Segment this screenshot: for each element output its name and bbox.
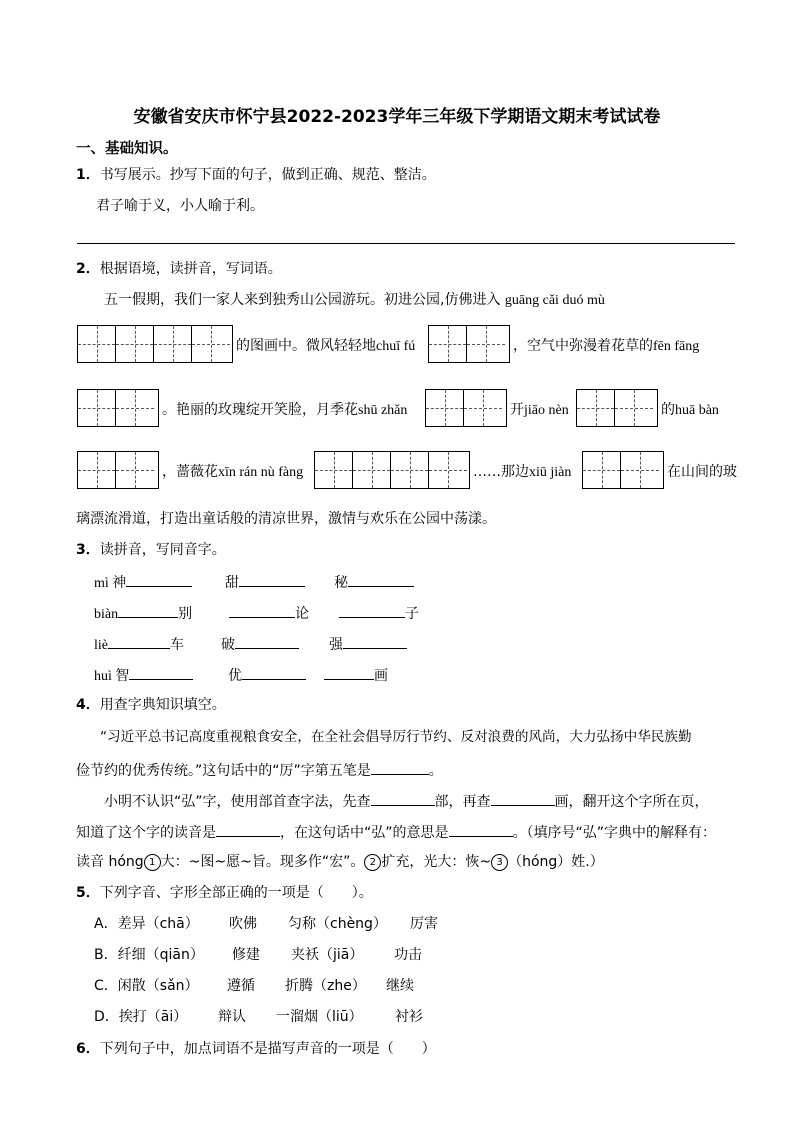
homophone-item [221, 634, 299, 654]
option-label: A．差异（chā） [94, 916, 199, 932]
option-d[interactable] [94, 1008, 187, 1026]
question-prompt: 书写展示。抄写下面的句子，做到正确、规范、整洁。 [99, 167, 436, 183]
option-label: D．挨打（āi） [94, 1009, 188, 1025]
passage-text: ，在这句话中“弘”的意思是 [280, 825, 449, 841]
homophone-cue: huì 智 [94, 669, 130, 684]
passage-line-4 [162, 463, 303, 482]
answer-blank[interactable] [126, 572, 192, 587]
circled-number: 2 [364, 854, 381, 871]
dictionary-line-1 [104, 791, 709, 811]
pinyin: guāng cǎi duó mù [504, 293, 605, 308]
circled-number: 3 [491, 854, 508, 871]
passage-text: 读音 hóng [76, 854, 144, 870]
homophone-row-3 [94, 634, 184, 655]
homophone-item [334, 572, 414, 592]
option-word: 功击 [394, 947, 422, 963]
answer-blank[interactable] [324, 665, 374, 680]
question-6 [76, 1040, 436, 1058]
option-word: 吹佛 [229, 916, 257, 932]
option-word: 夹袄（jiā） [291, 947, 364, 963]
question-number: 1． [76, 167, 100, 183]
homophone-cue: 车 [170, 637, 184, 653]
answer-blank[interactable] [118, 603, 178, 618]
homophone-cue: 破 [221, 637, 235, 653]
writing-grid-xinrannufang[interactable] [314, 451, 470, 489]
copy-sentence: 君子喻于义，小人喻于利。 [96, 198, 264, 214]
question-number: 4． [76, 697, 100, 713]
homophone-item [324, 665, 388, 685]
question-5 [76, 884, 373, 902]
answer-blank[interactable] [371, 791, 435, 806]
answer-blank[interactable] [449, 822, 513, 837]
passage-line-2 [236, 337, 415, 356]
passage-line-2b [513, 337, 699, 356]
homophone-cue: biàn [94, 607, 119, 622]
answer-blank[interactable] [239, 572, 305, 587]
homophone-item [228, 665, 306, 685]
question-4 [76, 696, 226, 714]
passage-text: 部，再查 [434, 794, 491, 810]
passage-text: 画，翻开这个字所在页， [554, 794, 709, 810]
option-word: 一溜烟（liū） [276, 1009, 363, 1025]
answer-blank[interactable] [491, 791, 555, 806]
pinyin: fēn fāng [653, 339, 700, 354]
answer-blank[interactable] [348, 572, 414, 587]
option-word: 辩认 [218, 1009, 246, 1025]
pinyin: huā bàn [675, 403, 719, 418]
answer-blank[interactable] [242, 665, 306, 680]
answer-blank[interactable] [235, 634, 299, 649]
option-word: 修建 [232, 947, 260, 963]
option-word: 遵循 [227, 978, 255, 994]
option-c[interactable] [94, 977, 199, 995]
question-1 [76, 166, 436, 184]
option-word: 衬衫 [395, 1009, 423, 1025]
pinyin: xiū jiàn [529, 465, 572, 480]
option-word: 厉害 [410, 916, 438, 932]
homophone-row-2 [94, 603, 192, 624]
pinyin: chuī fú [376, 339, 416, 354]
homophone-cue: 画 [374, 668, 388, 684]
circled-number: 1 [144, 854, 161, 871]
homophone-item [329, 634, 407, 654]
homophone-cue: 别 [178, 606, 193, 622]
question-3 [76, 541, 226, 559]
question-number: 2． [76, 261, 100, 277]
passage-line-3c [661, 401, 719, 420]
passage-text: 。艳丽的玫瑰绽开笑脸，月季花 [162, 402, 358, 418]
passage-text: 俭节约的优秀传统。”这句话中的“厉”字第五笔是 [76, 763, 371, 779]
answer-blank[interactable] [371, 760, 429, 775]
option-label: B．纤细（qiān） [94, 947, 204, 963]
passage-text: 扩充，光大：恢~ [381, 854, 492, 870]
question-prompt: 根据语境，读拼音，写词语。 [99, 261, 282, 277]
homophone-cue: 甜 [225, 575, 239, 591]
homophone-cue: 优 [228, 668, 242, 684]
quote-line-2 [76, 760, 443, 780]
passage-line-1 [104, 291, 605, 310]
answer-blank[interactable] [339, 603, 405, 618]
pinyin: xīn rán nù fàng [218, 465, 304, 480]
question-prompt: 下列句子中，加点词语不是描写声音的一项是（ ） [99, 1041, 436, 1057]
answer-line[interactable] [77, 243, 735, 244]
writing-grid-chuifu[interactable] [428, 325, 510, 363]
homophone-row-1 [94, 572, 192, 593]
option-label: C．闲散（sǎn） [94, 978, 199, 994]
homophone-row-4 [94, 665, 193, 686]
question-number: 5． [76, 885, 100, 901]
passage-line-4b [473, 463, 571, 482]
quote-line-1: “习近平总书记高度重视粮食安全，在全社会倡导厉行节约、反对浪费的风尚，大力弘扬中华民族勤 [100, 729, 692, 745]
passage-text: 知道了这个字的读音是 [76, 825, 216, 841]
writing-grid-jiaonen[interactable] [576, 389, 658, 427]
page-title: 安徽省安庆市怀宁县2022-2023学年三年级下学期语文期末考试试卷 [133, 107, 661, 127]
question-prompt: 用查字典知识填空。 [99, 697, 226, 713]
answer-blank[interactable] [229, 603, 295, 618]
writing-grid-shuzhan[interactable] [425, 389, 507, 427]
answer-blank[interactable] [129, 665, 193, 680]
homophone-item [339, 603, 419, 623]
question-prompt: 下列字音、字形全部正确的一项是（ ）。 [99, 885, 373, 901]
homophone-cue: 论 [295, 606, 309, 622]
passage-text: 的 [661, 402, 675, 418]
homophone-cue: mì 神 [94, 576, 127, 591]
answer-blank[interactable] [216, 822, 280, 837]
section-heading: 一、基础知识。 [76, 141, 178, 157]
passage-text: 小明不认识“弘”字，使用部首查字法，先查 [104, 794, 371, 810]
option-word: 继续 [386, 978, 414, 994]
question-prompt: 读拼音，写同音字。 [99, 542, 226, 558]
question-number: 3． [76, 542, 100, 558]
homophone-cue: 强 [329, 637, 343, 653]
passage-text: 。（填序号“弘”字典中的解释有： [512, 825, 717, 841]
homophone-item [229, 603, 309, 623]
homophone-item [225, 572, 305, 592]
pinyin: jiāo nèn [524, 403, 569, 418]
question-2 [76, 260, 282, 278]
writing-grid-huaban[interactable] [77, 451, 159, 489]
passage-text: 大：~图~愿~旨。现多作“宏”。 [160, 854, 365, 870]
passage-text: 在山间的玻 [667, 464, 737, 480]
writing-grid-xiujian[interactable] [582, 451, 664, 489]
option-word: 折腾（zhe） [285, 978, 366, 994]
passage-text: 的图画中。微风轻轻地 [236, 338, 376, 354]
option-a[interactable] [94, 915, 199, 933]
passage-text: ……那边 [473, 464, 529, 480]
answer-blank[interactable] [108, 634, 170, 649]
passage-text: 开 [510, 402, 524, 418]
writing-grid-guangcaiduomu[interactable] [77, 325, 233, 363]
passage-line-5: 璃漂流滑道，打造出童话般的清凉世界，激情与欢乐在公园中荡漾。 [76, 511, 496, 527]
dictionary-line-2 [76, 822, 716, 842]
passage-text: （hóng）姓.） [508, 854, 604, 870]
option-b[interactable] [94, 946, 204, 964]
passage-text: 五一假期，我们一家人来到独秀山公园游玩。初进公园,仿佛进入 [104, 292, 501, 308]
passage-line-3b [510, 401, 569, 420]
passage-text: ，空气中弥漫着花草的 [513, 338, 653, 354]
passage-text: 。 [428, 763, 443, 779]
question-number: 6． [76, 1041, 100, 1057]
option-word: 匀称（chèng） [288, 916, 387, 932]
passage-text: ，蔷薇花 [162, 464, 218, 480]
writing-grid-fenfang[interactable] [77, 389, 159, 427]
homophone-cue: 子 [405, 606, 419, 622]
homophone-cue: liè [94, 638, 108, 653]
homophone-cue: 秘 [334, 575, 348, 591]
pinyin: shū zhǎn [358, 403, 408, 418]
dictionary-line-3 [76, 853, 604, 871]
answer-blank[interactable] [343, 634, 407, 649]
passage-line-3 [162, 401, 407, 420]
